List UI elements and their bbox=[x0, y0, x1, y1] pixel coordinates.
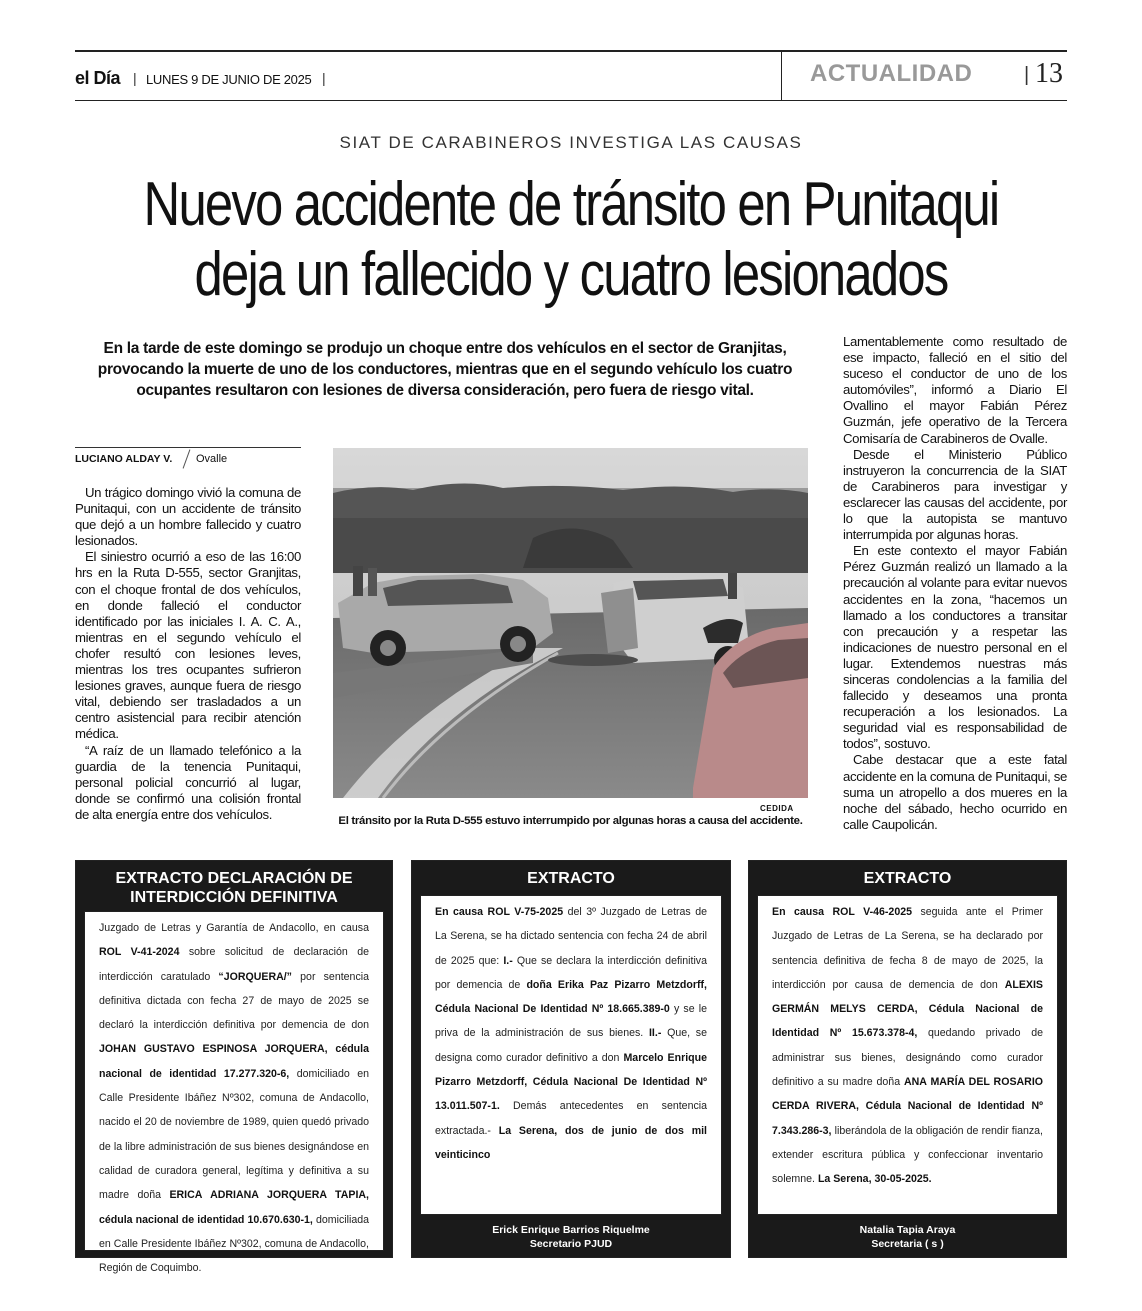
extract-bold: ROL V-41-2024 bbox=[99, 946, 180, 959]
header-separator: | bbox=[1024, 64, 1030, 86]
extract-bold: La Serena, dos de junio de dos mil veinticinco bbox=[435, 1124, 707, 1161]
extract-text: seguida ante el Primer Juzgado de Letras de La Serena, se ha declarado por sentencia definitiva de fecha 8 de mayo de 2025, la interdicción por causa de demencia de don bbox=[772, 906, 1043, 991]
extract-text: liberándola de la obligación de rendir fianza, extender escritura pública y confeccionar inventario solemne. bbox=[772, 1124, 1043, 1186]
extract-text: quedando privado de administrar sus bienes, designándo como curador definitivo a su madre doña bbox=[772, 1027, 1043, 1089]
headline-line-2: deja un fallecido y cuatro lesionados bbox=[194, 240, 948, 309]
byline-city: Ovalle bbox=[196, 453, 228, 465]
issue-date: LUNES 9 DE JUNIO DE 2025 bbox=[146, 72, 312, 87]
extract-bold: En causa ROL V-46-2025 bbox=[772, 906, 912, 918]
extract-bold: JOHAN GUSTAVO ESPINOSA JORQUERA, cédula nacional de identidad 17.277.320-6, bbox=[99, 1043, 369, 1080]
photo-credit: CEDIDA bbox=[760, 804, 794, 813]
extract-bold: I.- bbox=[503, 954, 513, 967]
headline-line-1: Nuevo accidente de tránsito en Punitaqui bbox=[143, 170, 999, 239]
header-rule-bottom bbox=[75, 100, 1067, 101]
signature-role: Secretaria ( s ) bbox=[871, 1238, 944, 1250]
extract-bold: La Serena, 30-05-2025. bbox=[817, 1173, 932, 1186]
article-kicker: SIAT DE CARABINEROS INVESTIGA LAS CAUSAS bbox=[339, 133, 803, 152]
article-paragraph: En este contexto el mayor Fabián Pérez Guzmán realizó un llamado a la precaución al volante para evitar nuevos accidentes en la zona, “hacemos un llamado a los conductores a transitar con precaución y a respetar las indicaciones de nuestro personal en el lugar. Extendemos nuestras más sinceras condolencias a la familia del fallecido y deseamos una pronta recuperación a los lesionados. La seguridad vial es responsabilidad de todos”, sostuvo. bbox=[843, 543, 1067, 752]
extract-title-line: INTERDICCIÓN DEFINITIVA bbox=[130, 889, 338, 906]
extract-box-pizarro bbox=[411, 860, 731, 1258]
extract-box-interdiction bbox=[75, 860, 393, 1275]
extract-title: EXTRACTO bbox=[749, 869, 1066, 888]
signature-role: Secretario PJUD bbox=[529, 1238, 613, 1250]
extract-title: EXTRACTO bbox=[412, 869, 730, 888]
extract-bold: doña Erika Paz Pizarro Metzdorff, Cédula Nacional De Identidad Nº 18.665.389-0 bbox=[435, 978, 707, 1016]
extract-text: domiciliado en Calle Presidente Ibáñez Nº302, comuna de Andacollo, nacido el 20 de noviembre de 1989, quien quedó privado de la libre administración de sus bienes designándose en calidad de curadora general, legítima y definitiva a su madre doña bbox=[99, 1067, 369, 1202]
accident-photo bbox=[333, 448, 808, 798]
header-separator: | bbox=[322, 70, 326, 86]
page-number: 13 bbox=[1035, 58, 1063, 89]
byline-slash bbox=[183, 449, 191, 468]
article-paragraph: Un trágico domingo vivió la comuna de Punitaqui, con un accidente de tránsito que dejó a un hombre fallecido y cuatro lesionados. bbox=[75, 485, 301, 549]
byline-author: LUCIANO ALDAY V. bbox=[75, 453, 173, 465]
header-divider bbox=[781, 52, 782, 100]
extract-bold: ERICA ADRIANA JORQUERA TAPIA, cédula nacional de identidad 10.670.630-1, bbox=[99, 1189, 369, 1226]
extract-text: y se le priva de la administración de sus bienes. bbox=[435, 1003, 707, 1040]
extract-text: Que se declara la interdicción definitiva por demencia de bbox=[435, 954, 707, 991]
extract-box-melys bbox=[748, 860, 1067, 1258]
signature-name: Erick Enrique Barrios Riquelme bbox=[492, 1224, 650, 1236]
extract-bold: “JORQUERA/” bbox=[218, 970, 292, 983]
extract-signature bbox=[412, 1223, 730, 1251]
article-lead: En la tarde de este domingo se produjo un choque entre dos vehículos en el sector de Granjitas, provocando la muerte de uno de los conductores, mientras que en el segundo vehículo los cuatro ocupantes resultaron con lesiones de diversa consideración, pero fuera de riesgo vital. bbox=[97, 340, 793, 399]
extract-bold: En causa ROL V-75-2025 bbox=[435, 906, 564, 918]
extract-bold: II.- bbox=[648, 1027, 662, 1040]
extract-text: del 3º Juzgado de Letras de La Serena, se ha dictado sentencia con fecha 24 de abril de 2025 que: bbox=[435, 906, 708, 967]
extract-title bbox=[76, 869, 392, 907]
extract-bold: Marcelo Enrique Pizarro Metzdorff, Cédula Nacional De Identidad Nº 13.011.507-1. bbox=[435, 1051, 707, 1113]
accident-scene-image bbox=[333, 448, 808, 798]
extract-body bbox=[84, 911, 384, 1275]
extract-text: Juzgado de Letras y Garantía de Andacollo, en causa bbox=[99, 922, 369, 934]
extract-bold: ANA MARÍA DEL ROSARIO CERDA RIVERA, Cédula Nacional de Identidad Nº 7.343.286-3, bbox=[772, 1076, 1044, 1137]
header-separator: | bbox=[133, 70, 137, 86]
extract-text: Demás antecedentes en sentencia extractada.- bbox=[435, 1100, 707, 1137]
extract-title-line: EXTRACTO DECLARACIÓN DE bbox=[115, 870, 353, 887]
section-name: ACTUALIDAD bbox=[810, 60, 973, 87]
article-paragraph: Lamentablemente como resultado de ese impacto, falleció en el sitio del suceso el conductor de uno de los automóviles”, informó a Diario El Ovallino el mayor Fabián Pérez Guzmán, jefe operativo de la Tercera Comisaría de Carabineros de Ovalle. bbox=[843, 334, 1067, 446]
signature-name: Natalia Tapia Araya bbox=[859, 1224, 956, 1236]
photo-caption: El tránsito por la Ruta D-555 estuvo interrumpido por algunas horas a causa del accidente. bbox=[338, 815, 803, 827]
extract-text: domiciliada en Calle Presidente Ibáñez Nº302, comuna de Andacollo, Región de Coquimbo. bbox=[99, 1213, 369, 1275]
extract-body bbox=[420, 895, 722, 1215]
article-paragraph: “A raíz de un llamado telefónico a la guardia de la tenencia Punitaqui, personal policial concurrió al lugar, donde se confirmó una colisión frontal de alta energía entre dos vehículos. bbox=[75, 742, 301, 822]
article-column-left bbox=[75, 485, 301, 823]
extract-text: sobre solicitud de declaración de interdicción caratulado bbox=[99, 946, 369, 983]
extract-text: Que, se designa como curador definitivo a don bbox=[435, 1027, 708, 1064]
article-paragraph: Cabe destacar que a este fatal accidente en la comuna de Punitaqui, se suma un atropello a dos mueres en la noche del sábado, hecho ocurrido en calle Caupolicán. bbox=[843, 752, 1067, 832]
header-rule-top bbox=[75, 50, 1067, 52]
extract-signature bbox=[749, 1223, 1066, 1251]
article-column-right bbox=[843, 334, 1067, 833]
extract-text: por sentencia definitiva dictada con fecha 27 de mayo de 2025 se declaró la interdicción definitiva por demencia de don bbox=[99, 970, 369, 1032]
newspaper-logo: el Día bbox=[75, 68, 121, 88]
article-paragraph: Desde el Ministerio Público instruyeron la concurrencia de la SIAT de Carabineros para investigar y esclarecer las causas del accidente, por lo que la autopista se mantuvo interrumpida por algunas horas. bbox=[843, 446, 1067, 543]
article-headline bbox=[136, 170, 1007, 310]
extract-bold: ALEXIS GERMÁN MELYS CERDA, Cédula Nacional de Identidad Nº 15.673.378-4, bbox=[772, 978, 1043, 1040]
article-paragraph: El siniestro ocurrió a eso de las 16:00 hrs en la Ruta D-555, sector Granjitas, con el choque frontal de dos vehículos, en donde falleció el conductor identificado por las iniciales I. A. C. A., mientras en el segundo vehículo el chofer resultó con lesiones leves, mientras los tres ocupantes sufrieron lesiones graves, aunque fuera de riesgo vital, debiendo ser trasladados a un centro asistencial para recibir atención médica. bbox=[75, 549, 301, 742]
byline-rule bbox=[75, 447, 301, 448]
extract-body bbox=[757, 895, 1058, 1215]
